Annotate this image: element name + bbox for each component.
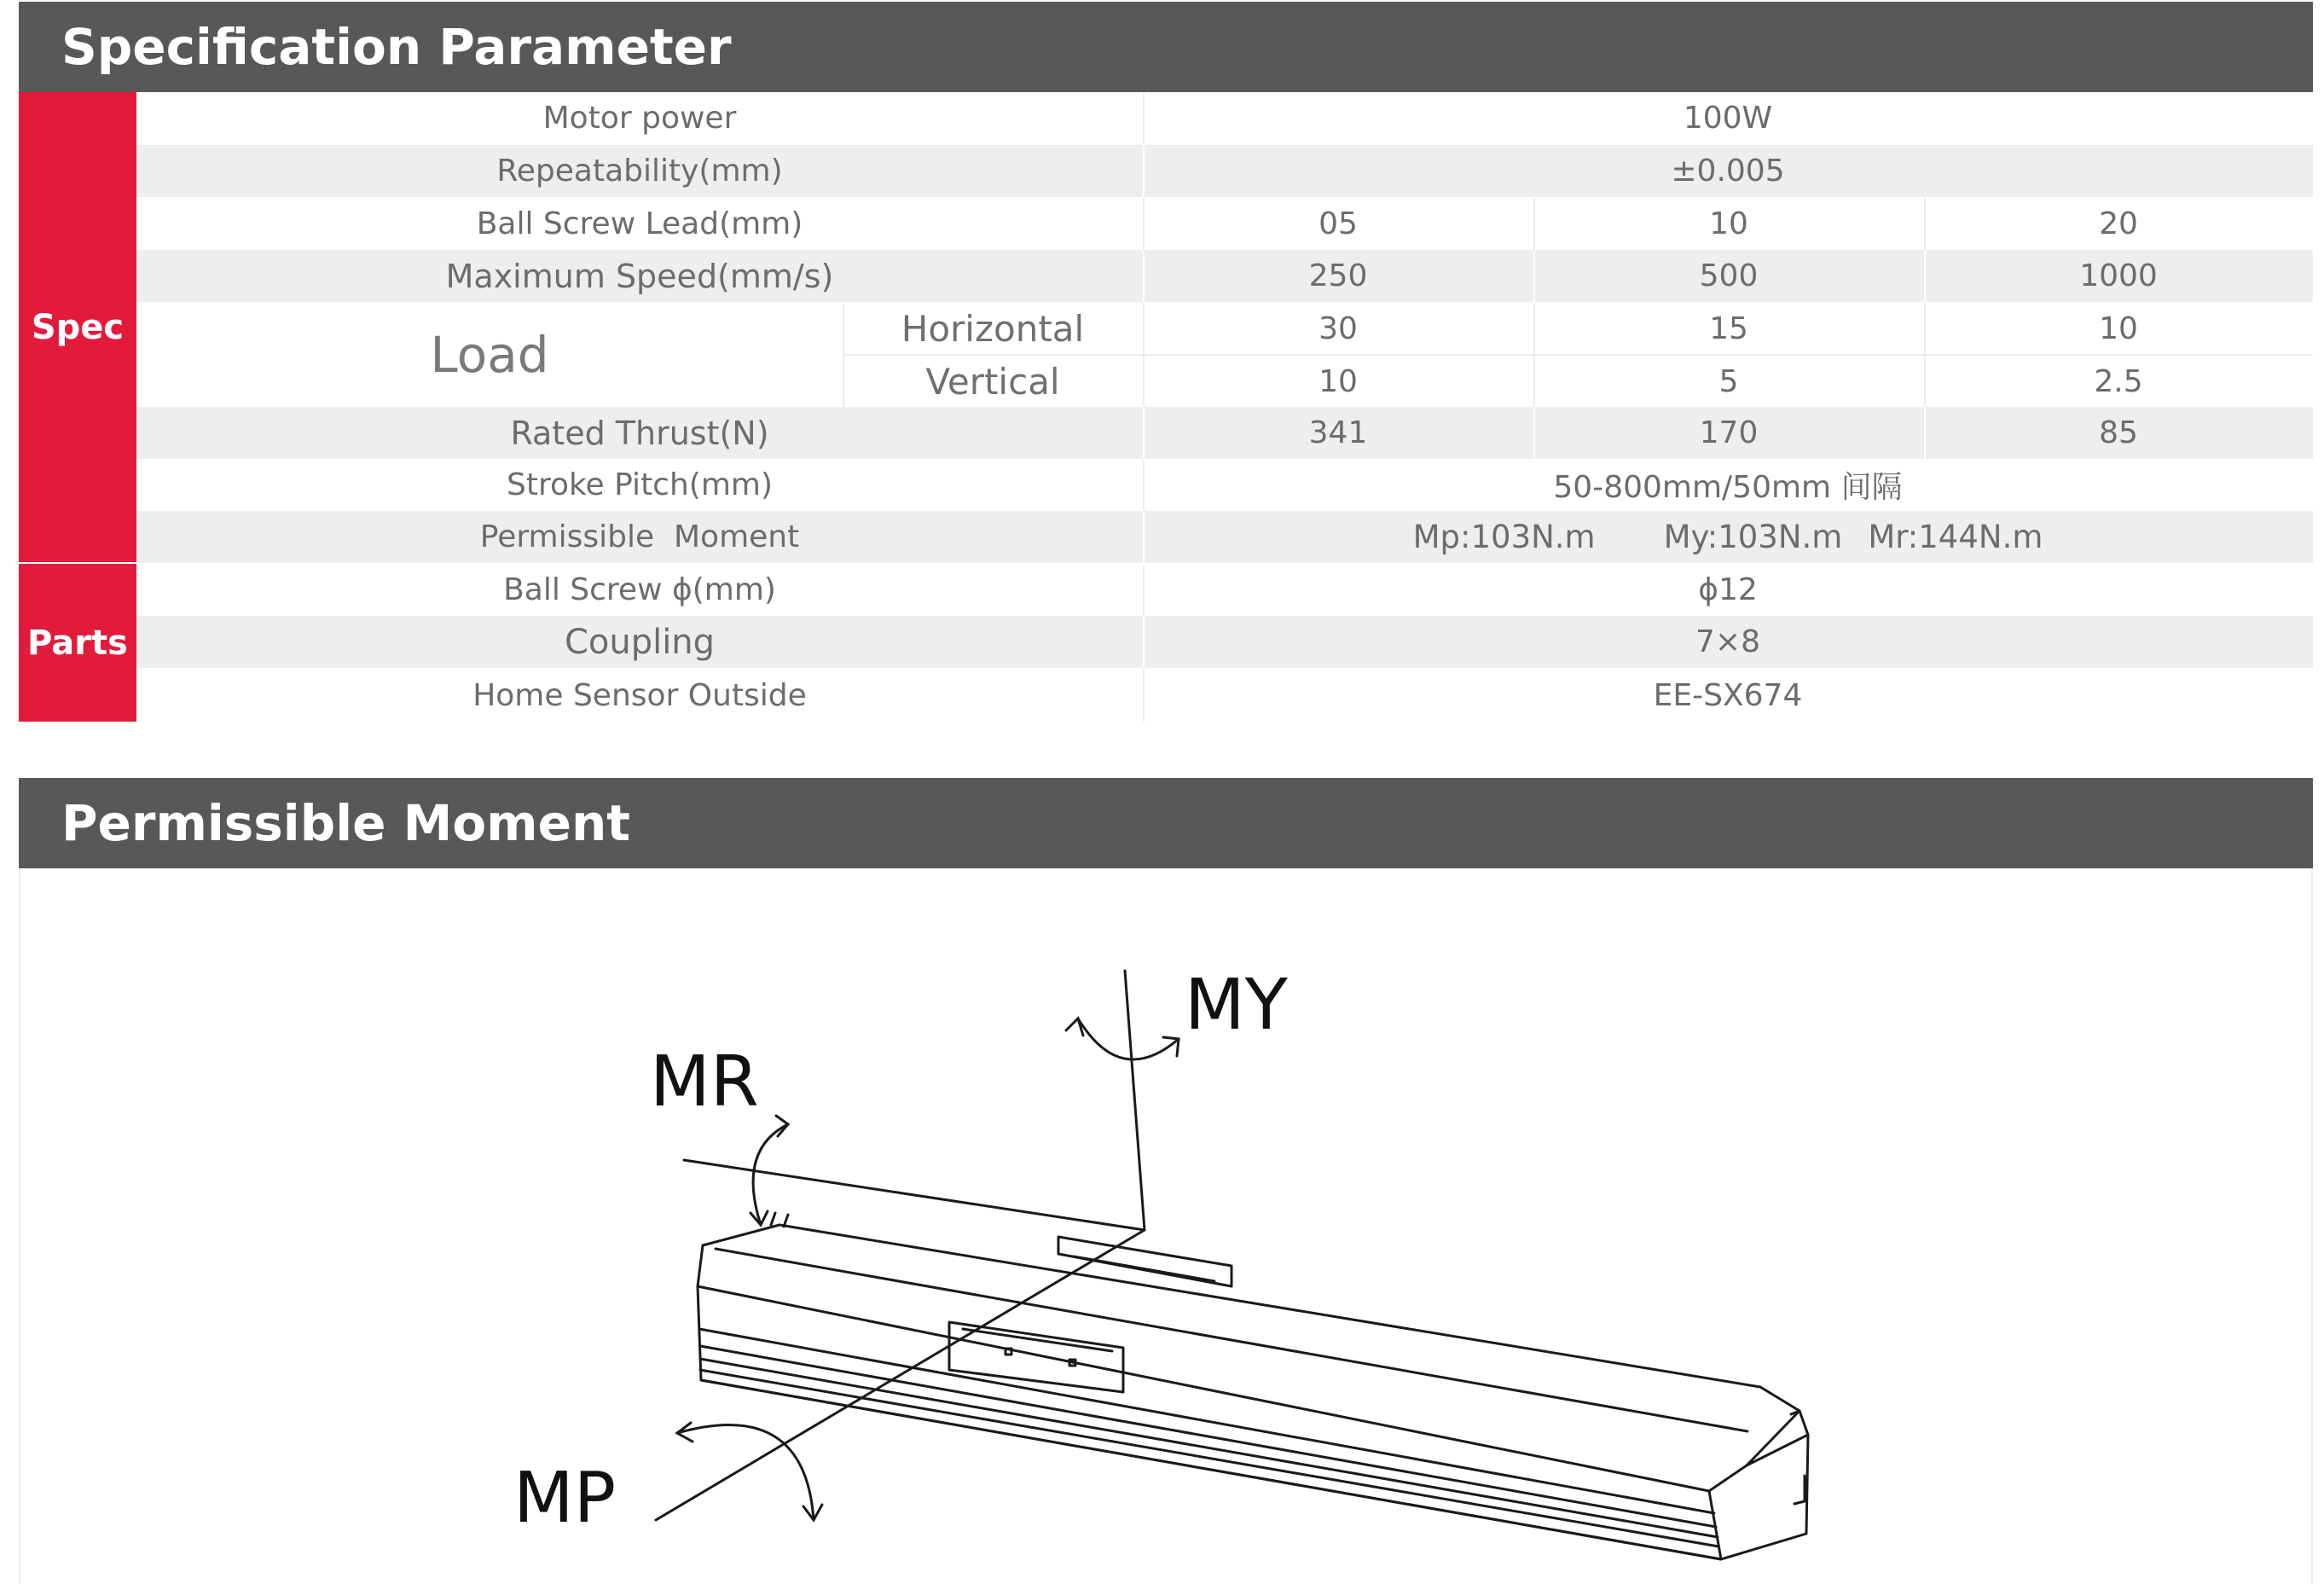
my-label: MY — [1185, 965, 1288, 1046]
mr-label: MR — [650, 1041, 759, 1123]
row-max-speed — [136, 250, 2313, 302]
max-speed-label: Maximum Speed(mm/s) — [445, 257, 834, 295]
moment-diagram-frame — [19, 868, 2313, 1584]
ball-screw-diameter-label: Ball Screw ϕ(mm) — [503, 572, 776, 607]
rated-thrust-value-2: 170 — [1699, 415, 1759, 450]
ball-screw-diameter-value: ϕ12 — [1698, 572, 1758, 607]
max-speed-value-3: 1000 — [2079, 258, 2158, 293]
moment-section-title: Permissible Moment — [19, 778, 2313, 868]
row-repeatability — [136, 145, 2313, 197]
parts-side-label: Parts — [19, 564, 136, 722]
moment-values-group — [1413, 519, 2043, 555]
motor-power-value: 100W — [1683, 101, 1773, 136]
max-speed-value-2: 500 — [1699, 258, 1759, 293]
row-rated-thrust — [136, 407, 2313, 459]
load-vertical-value-3: 2.5 — [2094, 363, 2143, 399]
load-vertical-label: Vertical — [925, 361, 1060, 403]
repeatability-label: Repeatability(mm) — [496, 154, 783, 189]
ball-screw-lead-value-2: 10 — [1709, 206, 1748, 241]
motor-power-label: Motor power — [542, 101, 737, 136]
moment-mr-value: Mr:144N.m — [1868, 519, 2043, 555]
load-label: Load — [430, 326, 549, 384]
ball-screw-lead-value-3: 20 — [2099, 206, 2138, 241]
row-permissible-moment — [136, 511, 2313, 563]
repeatability-value: ±0.005 — [1671, 154, 1785, 189]
rated-thrust-value-3: 85 — [2099, 415, 2138, 450]
home-sensor-value: EE-SX674 — [1653, 677, 1803, 713]
row-motor-power — [136, 92, 2313, 144]
rated-thrust-label: Rated Thrust(N) — [510, 414, 769, 452]
permissible-moment-values — [1143, 511, 2313, 563]
linear-module-diagram — [20, 868, 2311, 1584]
row-coupling — [136, 616, 2313, 668]
my-axis-line — [1125, 971, 1145, 1230]
row-home-sensor — [136, 669, 2313, 722]
load-horizontal-value-2: 15 — [1709, 311, 1748, 346]
load-horizontal-label: Horizontal — [901, 308, 1085, 350]
spec-side-label: Spec — [19, 92, 136, 562]
home-sensor-label: Home Sensor Outside — [472, 677, 807, 713]
moment-mp-value: Mp:103N.m — [1412, 519, 1596, 555]
coupling-label: Coupling — [564, 622, 716, 662]
load-horizontal-value-1: 30 — [1318, 311, 1358, 346]
row-stroke-pitch — [136, 459, 2313, 511]
permissible-moment-label: Permissible Moment — [479, 519, 800, 554]
load-vertical-value-2: 5 — [1718, 363, 1739, 399]
row-ball-screw-lead — [136, 198, 2313, 250]
ball-screw-lead-value-1: 05 — [1318, 206, 1358, 241]
load-horizontal-value-3: 10 — [2099, 311, 2138, 346]
mp-label: MP — [513, 1458, 617, 1539]
row-ball-screw-diameter — [136, 564, 2313, 616]
linear-module-body — [698, 1213, 1808, 1559]
spec-section-title: Specification Parameter — [19, 2, 2313, 92]
max-speed-value-1: 250 — [1308, 258, 1368, 293]
coupling-value: 7×8 — [1695, 624, 1760, 659]
rated-thrust-value-1: 341 — [1308, 415, 1368, 450]
stroke-pitch-value: 50-800mm/50mm 间隔 — [1553, 470, 1903, 505]
load-vertical-value-1: 10 — [1318, 363, 1358, 399]
moment-my-value: My:103N.m — [1663, 519, 1843, 555]
ball-screw-lead-label: Ball Screw Lead(mm) — [476, 206, 803, 241]
stroke-pitch-label: Stroke Pitch(mm) — [506, 467, 774, 502]
